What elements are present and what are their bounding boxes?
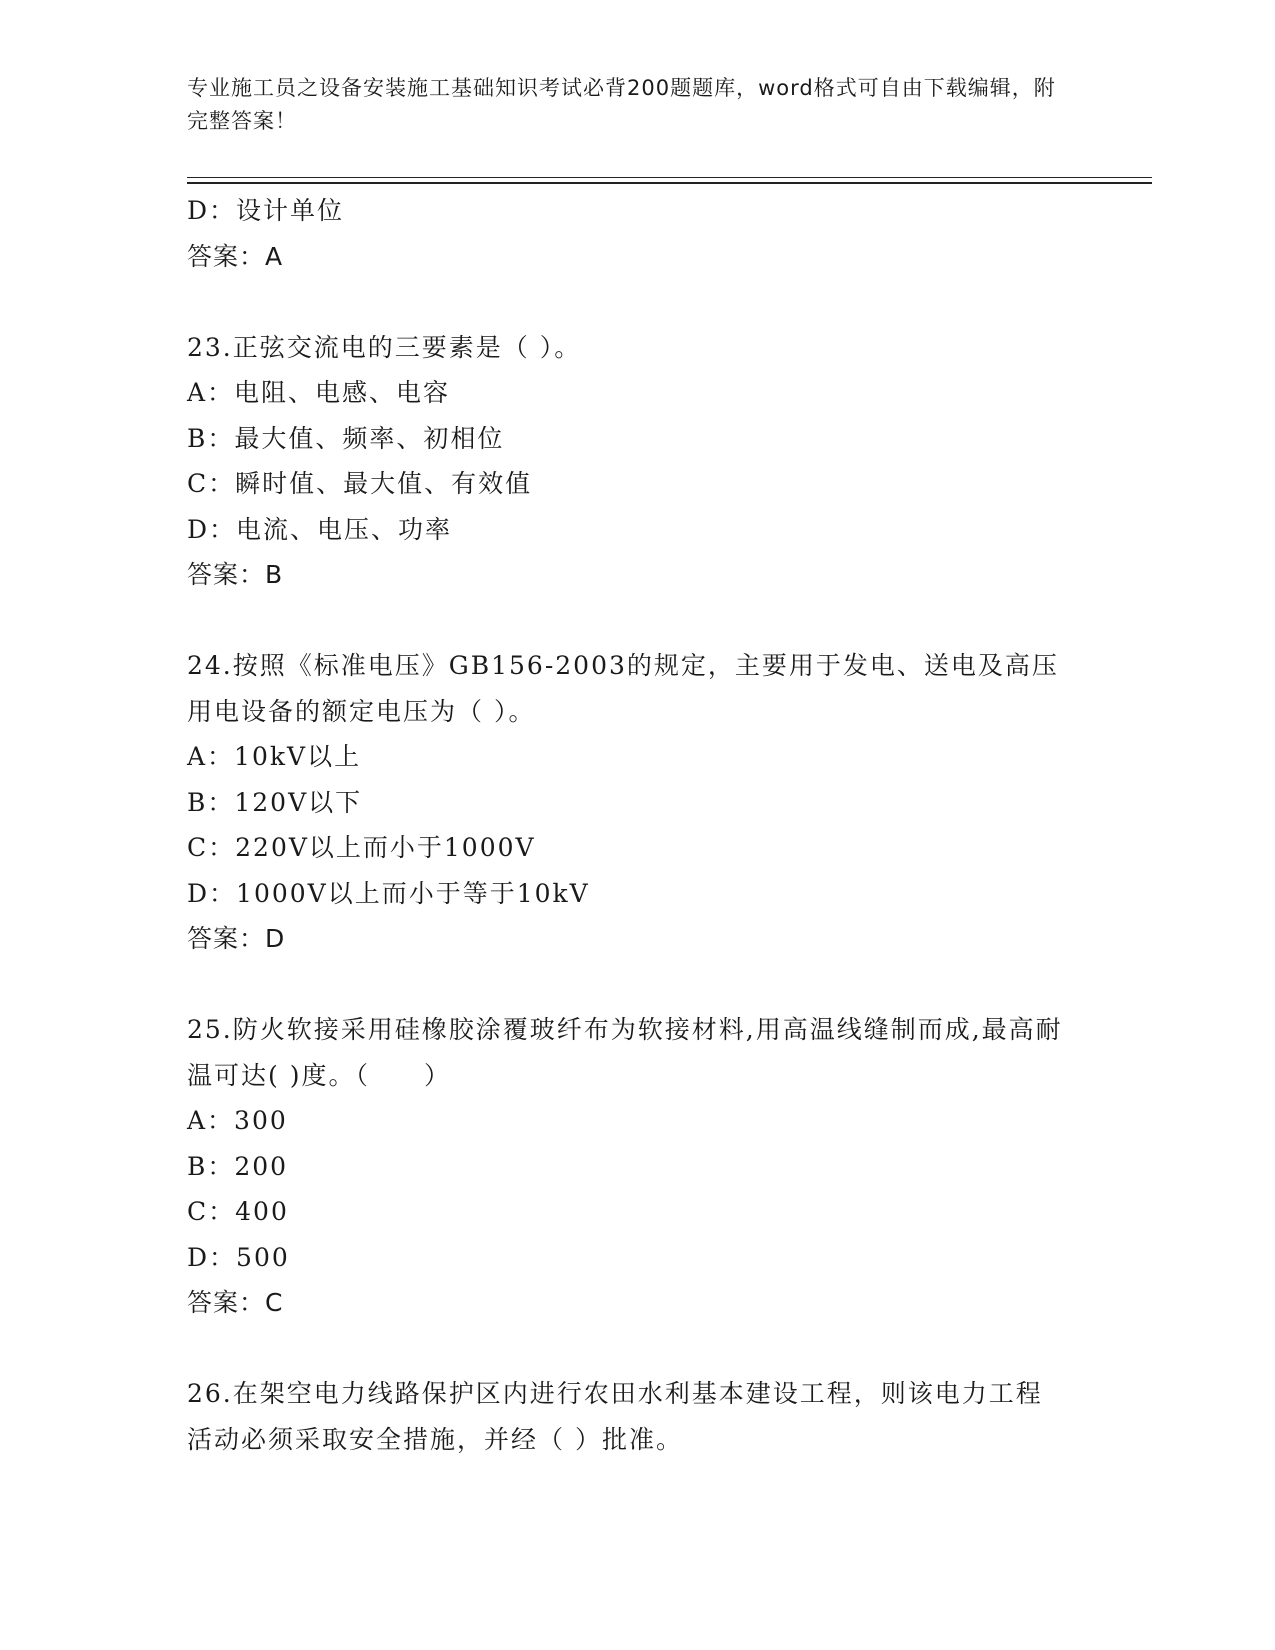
option-b: B：120V以下 <box>187 787 363 817</box>
answer: 答案：D <box>187 924 286 953</box>
question-24 <box>187 643 1087 962</box>
option-a: A：300 <box>187 1106 288 1135</box>
option-c: C：220V以上而小于1000V <box>187 833 536 862</box>
option-b: B：200 <box>187 1151 289 1181</box>
question-text: 24.按照《标准电压》GB156-2003的规定，主要用于发电、送电及高压用电设备的额定电压为（ ）。 <box>187 651 1059 726</box>
spacer <box>187 1326 1087 1372</box>
spacer <box>187 598 1087 644</box>
option-a: A：电阻、电感、电容 <box>187 378 451 407</box>
document-header: 专业施工员之设备安装施工基础知识考试必背200题题库，word格式可自由下载编辑，附完整答案！ <box>187 76 1056 133</box>
question-23 <box>187 325 1087 598</box>
question-content <box>187 188 1087 1462</box>
header-divider-thick <box>187 182 1152 184</box>
spacer <box>187 279 1087 325</box>
option-d: D：电流、电压、功率 <box>187 514 453 544</box>
prev-option-d: D：设计单位 <box>187 196 345 225</box>
option-a: A：10kV以上 <box>187 742 362 771</box>
answer: 答案：C <box>187 1288 284 1317</box>
question-25 <box>187 1007 1087 1326</box>
prev-answer: 答案：A <box>187 241 284 271</box>
option-d: D：1000V以上而小于等于10kV <box>187 878 590 908</box>
option-c: C：400 <box>187 1197 289 1226</box>
question-text: 23.正弦交流电的三要素是（ ）。 <box>187 332 582 362</box>
option-c: C：瞬时值、最大值、有效值 <box>187 469 533 498</box>
answer: 答案：B <box>187 560 284 589</box>
question-text: 26.在架空电力线路保护区内进行农田水利基本建设工程，则该电力工程活动必须采取安全措施，并经（ ）批准。 <box>187 1379 1043 1454</box>
question-26 <box>187 1371 1087 1462</box>
option-d: D：500 <box>187 1242 290 1272</box>
spacer <box>187 962 1087 1008</box>
header-divider-thin <box>187 177 1152 178</box>
option-b: B：最大值、频率、初相位 <box>187 423 505 453</box>
question-text: 25.防火软接采用硅橡胶涂覆玻纤布为软接材料,用高温线缝制而成,最高耐温可达( )度。（ ） <box>187 1015 1063 1090</box>
